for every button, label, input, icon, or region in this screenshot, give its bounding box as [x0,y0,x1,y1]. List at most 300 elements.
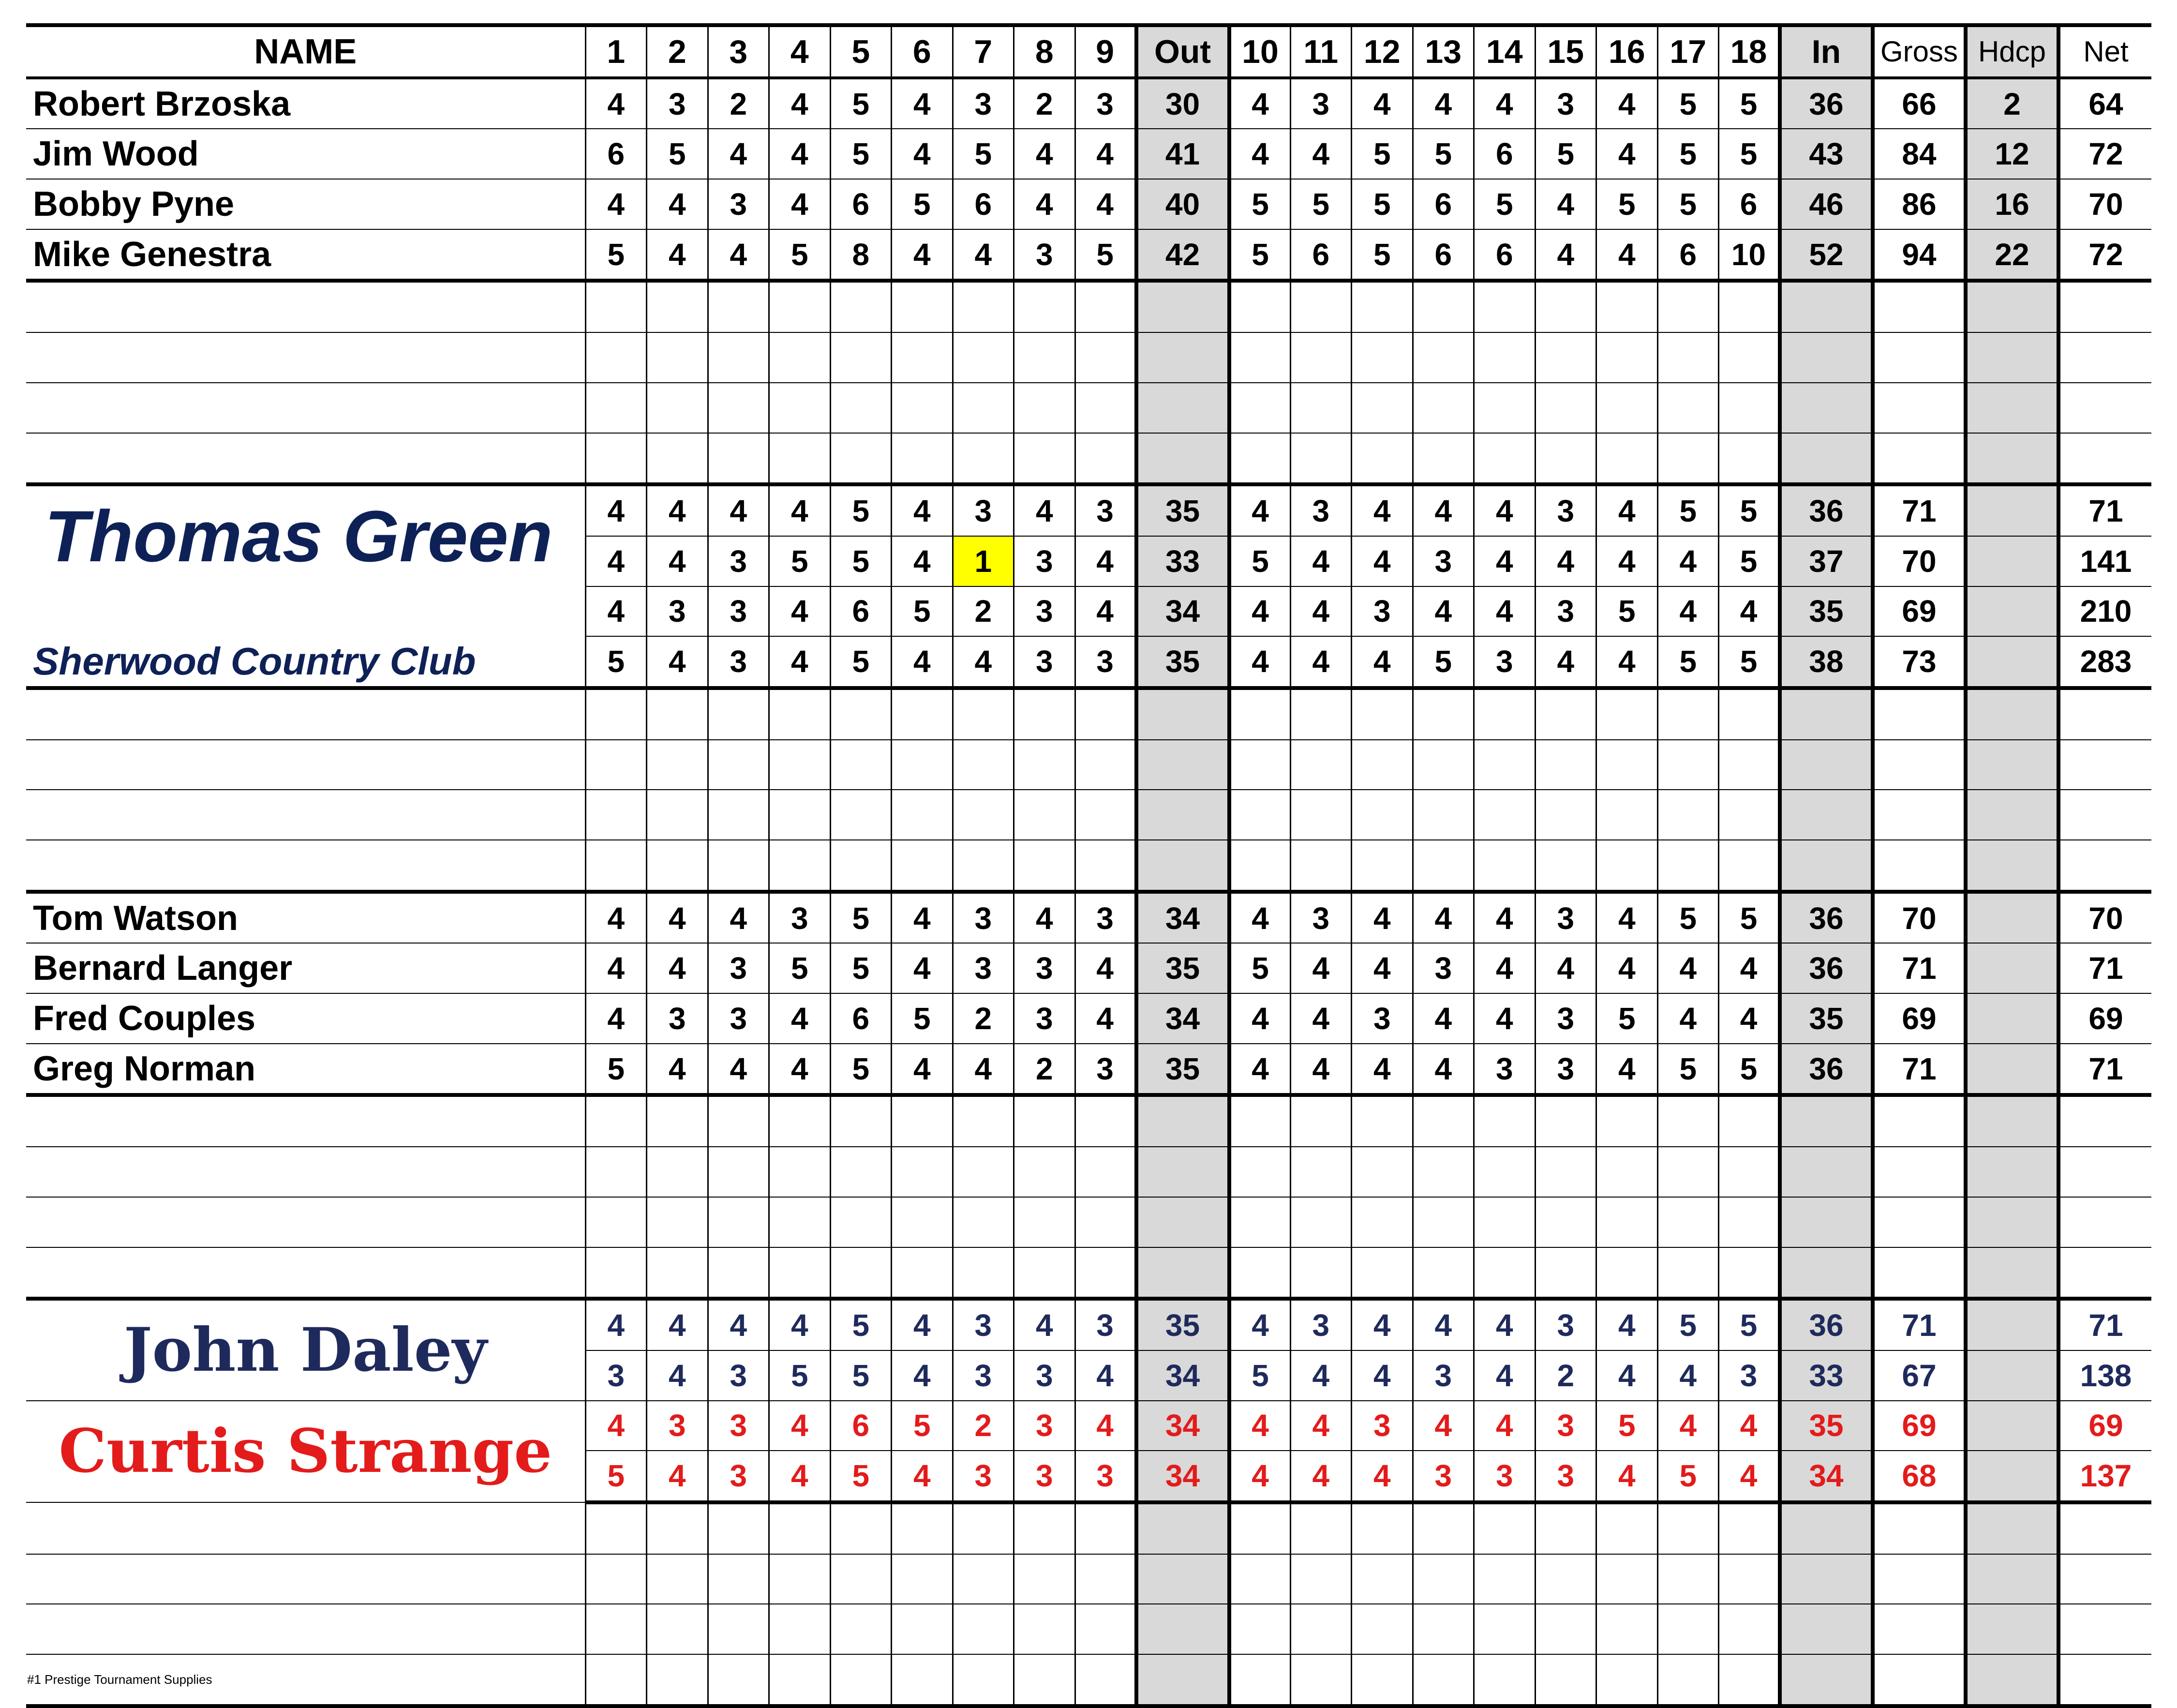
hole-11-score[interactable]: 3 [1290,892,1352,944]
hole-cell[interactable] [708,1502,769,1554]
hole-cell[interactable] [1657,1654,1719,1706]
hole-14-score[interactable]: 3 [1474,1044,1536,1095]
hole-cell[interactable] [1014,281,1075,332]
hole-7-score[interactable]: 3 [953,1350,1014,1401]
hole-15-score[interactable]: 3 [1535,993,1596,1044]
hole-15-score[interactable]: 4 [1535,179,1596,229]
hole-10-score[interactable]: 4 [1229,586,1291,637]
hole-1-score[interactable]: 5 [585,636,647,688]
hole-cell[interactable] [892,688,953,740]
hole-cell[interactable] [1352,688,1413,740]
hole-16-score[interactable]: 4 [1596,78,1658,129]
hole-12-score[interactable]: 4 [1352,1451,1413,1502]
hole-8-score[interactable]: 3 [1014,1451,1075,1502]
hole-1-score[interactable]: 6 [585,129,647,179]
hole-2-score[interactable]: 3 [647,993,708,1044]
hole-14-score[interactable]: 4 [1474,1350,1536,1401]
hole-8-score[interactable]: 3 [1014,1350,1075,1401]
hole-12-score[interactable]: 4 [1352,484,1413,536]
hole-cell[interactable] [708,688,769,740]
hole-cell[interactable] [1719,1147,1780,1197]
hole-cell[interactable] [1352,790,1413,840]
hole-18-score[interactable]: 5 [1719,536,1780,586]
hole-cell[interactable] [1229,790,1291,840]
hole-cell[interactable] [585,840,647,892]
name-cell[interactable] [26,790,585,840]
hole-cell[interactable] [1290,1654,1352,1706]
hole-5-score[interactable]: 5 [830,943,892,993]
hole-11-score[interactable]: 4 [1290,1401,1352,1451]
hole-cell[interactable] [1352,1554,1413,1604]
hole-cell[interactable] [1719,1604,1780,1654]
hole-7-score[interactable]: 3 [953,943,1014,993]
hole-10-score[interactable]: 4 [1229,129,1291,179]
hole-9-score[interactable]: 3 [1075,78,1136,129]
hole-12-score[interactable]: 4 [1352,636,1413,688]
hole-cell[interactable] [830,688,892,740]
hole-14-score[interactable]: 4 [1474,993,1536,1044]
hole-9-score[interactable]: 3 [1075,892,1136,944]
hole-8-score[interactable]: 3 [1014,993,1075,1044]
hole-1-score[interactable]: 4 [585,1299,647,1350]
hole-cell[interactable] [1014,1654,1075,1706]
hole-cell[interactable] [708,281,769,332]
hole-4-score[interactable]: 4 [769,993,831,1044]
hole-cell[interactable] [769,790,831,840]
hole-cell[interactable] [585,1554,647,1604]
hole-7-score[interactable]: 3 [953,1299,1014,1350]
hole-cell[interactable] [585,1502,647,1554]
hole-3-score[interactable]: 3 [708,1350,769,1401]
hole-cell[interactable] [1014,1197,1075,1247]
hole-15-score[interactable]: 4 [1535,536,1596,586]
hole-15-score[interactable]: 4 [1535,943,1596,993]
hole-cell[interactable] [1229,281,1291,332]
hole-cell[interactable] [1413,840,1474,892]
hole-10-score[interactable]: 4 [1229,636,1291,688]
hole-cell[interactable] [830,1604,892,1654]
hole-4-score[interactable]: 4 [769,179,831,229]
hole-17-score[interactable]: 4 [1657,993,1719,1044]
hole-cell[interactable] [1352,1147,1413,1197]
hole-cell[interactable] [708,383,769,433]
hole-cell[interactable] [1352,1604,1413,1654]
hole-14-score[interactable]: 3 [1474,636,1536,688]
hole-cell[interactable] [1413,281,1474,332]
hole-18-score[interactable]: 5 [1719,636,1780,688]
hole-8-score[interactable]: 2 [1014,1044,1075,1095]
hole-cell[interactable] [647,1654,708,1706]
hole-cell[interactable] [1474,688,1536,740]
hole-18-score[interactable]: 6 [1719,179,1780,229]
hole-cell[interactable] [1075,688,1136,740]
hole-cell[interactable] [585,1654,647,1706]
hole-13-score[interactable]: 4 [1413,892,1474,944]
hole-cell[interactable] [1290,1247,1352,1299]
hole-3-score[interactable]: 4 [708,129,769,179]
hole-cell[interactable] [892,840,953,892]
hole-cell[interactable] [647,1604,708,1654]
hole-1-score[interactable]: 3 [585,1350,647,1401]
hole-cell[interactable] [830,1502,892,1554]
hole-3-score[interactable]: 3 [708,536,769,586]
hole-10-score[interactable]: 5 [1229,179,1291,229]
hole-cell[interactable] [1596,840,1658,892]
hole-13-score[interactable]: 3 [1413,1451,1474,1502]
hole-3-score[interactable]: 3 [708,943,769,993]
hole-8-score[interactable]: 2 [1014,78,1075,129]
hole-8-score[interactable]: 4 [1014,1299,1075,1350]
hole-cell[interactable] [1290,332,1352,383]
hole-2-score[interactable]: 4 [647,636,708,688]
hole-14-score[interactable]: 5 [1474,179,1536,229]
hole-cell[interactable] [708,1604,769,1654]
hole-cell[interactable] [1352,433,1413,485]
player-name[interactable]: Bernard Langer [26,943,585,993]
hole-cell[interactable] [1719,383,1780,433]
hole-cell[interactable] [1596,1654,1658,1706]
hole-cell[interactable] [1352,383,1413,433]
hole-9-score[interactable]: 4 [1075,1350,1136,1401]
hole-cell[interactable] [1413,1147,1474,1197]
hole-14-score[interactable]: 4 [1474,1299,1536,1350]
hole-cell[interactable] [1474,433,1536,485]
hole-11-score[interactable]: 4 [1290,1044,1352,1095]
hole-cell[interactable] [585,1197,647,1247]
hole-9-score[interactable]: 4 [1075,536,1136,586]
hole-17-score[interactable]: 5 [1657,636,1719,688]
hole-1-score[interactable]: 4 [585,993,647,1044]
name-cell[interactable] [26,281,585,332]
hole-11-score[interactable]: 4 [1290,943,1352,993]
hole-8-score[interactable]: 4 [1014,484,1075,536]
hole-10-score[interactable]: 5 [1229,943,1291,993]
hole-cell[interactable] [830,1247,892,1299]
hole-16-score[interactable]: 4 [1596,1350,1658,1401]
hole-4-score[interactable]: 5 [769,1350,831,1401]
hole-6-score[interactable]: 4 [892,129,953,179]
hole-cell[interactable] [1657,740,1719,790]
hole-cell[interactable] [585,1604,647,1654]
hole-6-score[interactable]: 4 [892,1350,953,1401]
hole-cell[interactable] [1474,1502,1536,1554]
hole-cell[interactable] [1535,281,1596,332]
hole-cell[interactable] [1596,790,1658,840]
hole-12-score[interactable]: 4 [1352,1299,1413,1350]
hole-9-score[interactable]: 4 [1075,179,1136,229]
hole-cell[interactable] [708,1147,769,1197]
hole-11-score[interactable]: 4 [1290,636,1352,688]
hole-17-score[interactable]: 4 [1657,943,1719,993]
hole-cell[interactable] [1014,1095,1075,1147]
hole-2-score[interactable]: 4 [647,179,708,229]
hole-18-score[interactable]: 4 [1719,1401,1780,1451]
hole-cell[interactable] [647,1247,708,1299]
name-cell[interactable] [26,433,585,485]
hole-16-score[interactable]: 4 [1596,129,1658,179]
hole-16-score[interactable]: 4 [1596,536,1658,586]
hole-cell[interactable] [953,1604,1014,1654]
hole-2-score[interactable]: 3 [647,78,708,129]
hole-cell[interactable] [585,433,647,485]
hole-cell[interactable] [892,1554,953,1604]
hole-cell[interactable] [1075,1654,1136,1706]
hole-9-score[interactable]: 3 [1075,1451,1136,1502]
hole-cell[interactable] [585,332,647,383]
hole-cell[interactable] [830,332,892,383]
hole-8-score[interactable]: 4 [1014,129,1075,179]
hole-14-score[interactable]: 4 [1474,1401,1536,1451]
hole-cell[interactable] [647,740,708,790]
hole-cell[interactable] [647,433,708,485]
hole-18-score[interactable]: 5 [1719,129,1780,179]
hole-5-score[interactable]: 5 [830,536,892,586]
hole-cell[interactable] [769,740,831,790]
hole-2-score[interactable]: 4 [647,536,708,586]
hole-cell[interactable] [1657,840,1719,892]
hole-cell[interactable] [830,1147,892,1197]
hole-7-score[interactable]: 4 [953,229,1014,281]
hole-cell[interactable] [1075,1554,1136,1604]
hole-cell[interactable] [1290,383,1352,433]
hole-17-score[interactable]: 5 [1657,892,1719,944]
hole-cell[interactable] [953,383,1014,433]
hole-cell[interactable] [769,332,831,383]
hole-cell[interactable] [647,281,708,332]
hole-cell[interactable] [830,1095,892,1147]
hole-8-score[interactable]: 3 [1014,636,1075,688]
hole-12-score[interactable]: 4 [1352,943,1413,993]
hole-16-score[interactable]: 5 [1596,586,1658,637]
hole-cell[interactable] [769,383,831,433]
hole-12-score[interactable]: 4 [1352,1350,1413,1401]
hole-8-score[interactable]: 4 [1014,892,1075,944]
hole-cell[interactable] [1657,1197,1719,1247]
hole-13-score[interactable]: 5 [1413,636,1474,688]
hole-3-score[interactable]: 4 [708,484,769,536]
hole-cell[interactable] [1719,840,1780,892]
hole-cell[interactable] [769,1654,831,1706]
name-cell[interactable] [26,688,585,740]
hole-cell[interactable] [1075,790,1136,840]
hole-18-score[interactable]: 5 [1719,1044,1780,1095]
hole-2-score[interactable]: 4 [647,484,708,536]
hole-5-score[interactable]: 5 [830,1299,892,1350]
hole-cell[interactable] [1596,1247,1658,1299]
hole-cell[interactable] [1229,1654,1291,1706]
hole-13-score[interactable]: 3 [1413,536,1474,586]
hole-14-score[interactable]: 6 [1474,129,1536,179]
hole-17-score[interactable]: 4 [1657,536,1719,586]
hole-cell[interactable] [1657,1147,1719,1197]
hole-cell[interactable] [953,1095,1014,1147]
hole-13-score[interactable]: 4 [1413,1299,1474,1350]
hole-17-score[interactable]: 5 [1657,1299,1719,1350]
hole-cell[interactable] [708,433,769,485]
hole-6-score[interactable]: 4 [892,892,953,944]
hole-8-score[interactable]: 3 [1014,536,1075,586]
hole-15-score[interactable]: 4 [1535,636,1596,688]
hole-cell[interactable] [830,790,892,840]
hole-3-score[interactable]: 3 [708,636,769,688]
hole-cell[interactable] [1474,1247,1536,1299]
hole-cell[interactable] [1014,1554,1075,1604]
hole-cell[interactable] [769,281,831,332]
hole-cell[interactable] [1657,433,1719,485]
hole-13-score[interactable]: 4 [1413,78,1474,129]
hole-13-score[interactable]: 4 [1413,993,1474,1044]
hole-12-score[interactable]: 3 [1352,993,1413,1044]
hole-15-score[interactable]: 3 [1535,78,1596,129]
hole-cell[interactable] [585,1095,647,1147]
hole-1-score[interactable]: 4 [585,78,647,129]
hole-cell[interactable] [1535,1554,1596,1604]
hole-cell[interactable] [1075,383,1136,433]
hole-16-score[interactable]: 5 [1596,179,1658,229]
hole-cell[interactable] [1596,1147,1658,1197]
hole-11-score[interactable]: 4 [1290,1451,1352,1502]
hole-8-score[interactable]: 3 [1014,943,1075,993]
hole-cell[interactable] [953,1654,1014,1706]
hole-cell[interactable] [769,1247,831,1299]
hole-cell[interactable] [830,1654,892,1706]
hole-cell[interactable] [708,1247,769,1299]
hole-12-score[interactable]: 5 [1352,229,1413,281]
hole-4-score[interactable]: 4 [769,1299,831,1350]
hole-cell[interactable] [1014,1502,1075,1554]
hole-cell[interactable] [1719,740,1780,790]
hole-14-score[interactable]: 6 [1474,229,1536,281]
hole-cell[interactable] [1352,281,1413,332]
hole-cell[interactable] [585,688,647,740]
hole-16-score[interactable]: 4 [1596,1044,1658,1095]
hole-17-score[interactable]: 5 [1657,179,1719,229]
hole-2-score[interactable]: 5 [647,129,708,179]
hole-cell[interactable] [1474,790,1536,840]
hole-cell[interactable] [1474,1147,1536,1197]
hole-13-score[interactable]: 4 [1413,1044,1474,1095]
hole-cell[interactable] [1229,840,1291,892]
name-cell[interactable] [26,1604,585,1654]
hole-cell[interactable] [1596,281,1658,332]
hole-cell[interactable] [953,1247,1014,1299]
hole-7-score[interactable]: 3 [953,78,1014,129]
hole-cell[interactable] [1596,1197,1658,1247]
hole-cell[interactable] [769,1502,831,1554]
hole-7-score[interactable]: 3 [953,484,1014,536]
hole-13-score[interactable]: 5 [1413,129,1474,179]
hole-8-score[interactable]: 3 [1014,229,1075,281]
hole-cell[interactable] [1075,1502,1136,1554]
hole-4-score[interactable]: 5 [769,943,831,993]
hole-cell[interactable] [953,433,1014,485]
hole-cell[interactable] [1014,433,1075,485]
hole-18-score[interactable]: 5 [1719,892,1780,944]
hole-14-score[interactable]: 4 [1474,78,1536,129]
hole-cell[interactable] [1535,332,1596,383]
hole-5-score[interactable]: 5 [830,78,892,129]
hole-12-score[interactable]: 5 [1352,129,1413,179]
hole-cell[interactable] [1719,1095,1780,1147]
hole-cell[interactable] [647,688,708,740]
hole-cell[interactable] [1719,1197,1780,1247]
hole-cell[interactable] [1014,840,1075,892]
hole-cell[interactable] [1413,740,1474,790]
hole-13-score[interactable]: 4 [1413,1401,1474,1451]
hole-2-score[interactable]: 4 [647,1044,708,1095]
hole-14-score[interactable]: 4 [1474,892,1536,944]
hole-18-score[interactable]: 4 [1719,993,1780,1044]
hole-cell[interactable] [892,383,953,433]
hole-6-score[interactable]: 5 [892,586,953,637]
hole-cell[interactable] [1719,1502,1780,1554]
hole-cell[interactable] [1413,1197,1474,1247]
hole-16-score[interactable]: 4 [1596,1299,1658,1350]
hole-cell[interactable] [1413,1604,1474,1654]
hole-cell[interactable] [585,740,647,790]
hole-14-score[interactable]: 4 [1474,943,1536,993]
hole-6-score[interactable]: 4 [892,1299,953,1350]
hole-cell[interactable] [647,790,708,840]
hole-cell[interactable] [1719,790,1780,840]
hole-cell[interactable] [708,840,769,892]
hole-cell[interactable] [1413,688,1474,740]
hole-cell[interactable] [830,383,892,433]
hole-cell[interactable] [953,688,1014,740]
hole-cell[interactable] [769,1197,831,1247]
hole-7-score[interactable]: 2 [953,586,1014,637]
hole-15-score[interactable]: 5 [1535,129,1596,179]
hole-2-score[interactable]: 4 [647,1350,708,1401]
hole-cell[interactable] [1352,1502,1413,1554]
hole-7-score[interactable]: 6 [953,179,1014,229]
hole-cell[interactable] [585,383,647,433]
hole-cell[interactable] [892,1197,953,1247]
player-name-block[interactable] [26,1401,585,1502]
hole-cell[interactable] [1596,332,1658,383]
hole-cell[interactable] [1657,332,1719,383]
hole-cell[interactable] [769,1095,831,1147]
hole-cell[interactable] [1657,1554,1719,1604]
hole-cell[interactable] [1075,281,1136,332]
hole-3-score[interactable]: 4 [708,1299,769,1350]
hole-cell[interactable] [1413,1502,1474,1554]
hole-cell[interactable] [1290,688,1352,740]
hole-7-score[interactable]: 4 [953,636,1014,688]
hole-7-score[interactable]: 3 [953,1451,1014,1502]
hole-12-score[interactable]: 3 [1352,586,1413,637]
hole-6-score[interactable]: 4 [892,484,953,536]
hole-2-score[interactable]: 3 [647,586,708,637]
player-name[interactable]: Bobby Pyne [26,179,585,229]
hole-cell[interactable] [1657,790,1719,840]
hole-12-score[interactable]: 5 [1352,179,1413,229]
hole-13-score[interactable]: 4 [1413,484,1474,536]
hole-cell[interactable] [1535,1502,1596,1554]
hole-11-score[interactable]: 4 [1290,129,1352,179]
hole-cell[interactable] [1413,433,1474,485]
hole-17-score[interactable]: 6 [1657,229,1719,281]
hole-cell[interactable] [1413,383,1474,433]
hole-10-score[interactable]: 5 [1229,1350,1291,1401]
hole-cell[interactable] [953,840,1014,892]
hole-cell[interactable] [1535,1247,1596,1299]
hole-1-score[interactable]: 4 [585,892,647,944]
hole-cell[interactable] [1474,1604,1536,1654]
hole-15-score[interactable]: 3 [1535,1299,1596,1350]
hole-cell[interactable] [1596,1554,1658,1604]
hole-5-score[interactable]: 5 [830,1451,892,1502]
